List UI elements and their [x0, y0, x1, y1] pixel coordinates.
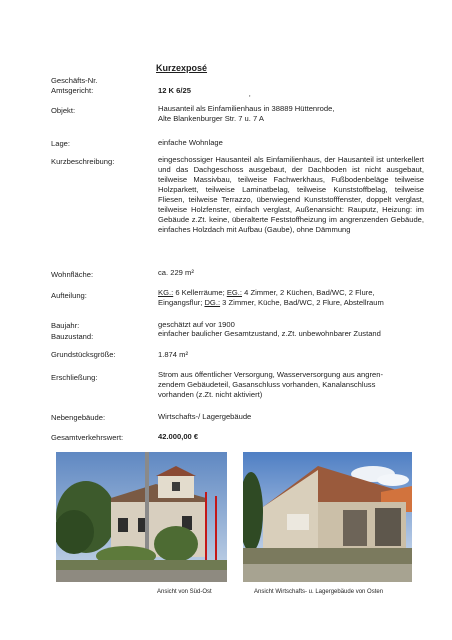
objekt-line2: Alte Blankenburger Str. 7 u. 7 A [158, 114, 264, 123]
nebengebaeude-label: Nebengebäude: [51, 413, 106, 422]
eg-text: 4 Zimmer, 2 Küchen, Bad/WC, 2 Flure, [242, 288, 375, 297]
erschliessung-label: Erschließung: [51, 373, 98, 382]
kurzbeschreibung-label: Kurzbeschreibung: [51, 157, 115, 166]
case-number: 12 K 6/25 [158, 86, 191, 95]
left-photo-caption: Ansicht von Süd-Ost [157, 589, 212, 595]
case-number-label: Geschäfts-Nr. [51, 76, 98, 85]
nebengebaeude-value: Wirtschafts-/ Lagergebäude [158, 412, 252, 421]
grundstueck-label: Grundstücksgröße: [51, 350, 116, 359]
court-label: Amtsgericht: [51, 86, 94, 95]
lage-label: Lage: [51, 139, 71, 148]
lage-value: einfache Wohnlage [158, 138, 223, 147]
barn-photo [243, 452, 412, 582]
objekt-label: Objekt: [51, 106, 76, 115]
kg-text: 6 Kellerräume; [173, 288, 227, 297]
kurzbeschreibung-value: eingeschossiger Hausanteil als Einfamilienhaus, der Hausanteil ist unterkellert und das Dachgeschoss ausgebaut, der Dachboden ist nicht ausgebaut, teilweise Massivbau, teilweise Fachwerkhaus, Fußbodenbeläge teilweise Holzparkett, teilweise Laminatbelag, teilweise Kunststoffbelag, teilweise Fliesen, teilweise Terrazzo, überwiegend Kunststofffenster, doppelt verglast, teilweise Holzfenster, einfach verglast, Außenansicht: Rauputz, Heizung: im Gebäude z.Zt. keine, überalterte Feststoffheizung im angrenzenden Gebäude, einfaches Holzdach mit Aufbau (Gaube), ohne Dämmung [158, 155, 424, 234]
page-title: Kurzexposé [156, 63, 208, 73]
verkehrswert-value: 42.000,00 € [158, 432, 199, 441]
baujahr-label: Baujahr: [51, 321, 80, 330]
dg-text: 3 Zimmer, Küche, Bad/WC, 2 Flure, Abstellraum [220, 298, 384, 307]
aufteilung-line2 [158, 298, 384, 307]
erschliessung-line2: zendem Gebäudeteil, Gasanschluss vorhanden, Kanalanschluss [158, 380, 376, 389]
baujahr-value: geschätzt auf vor 1900 [158, 320, 235, 329]
kg-key: KG.: [158, 288, 174, 297]
wohnflaeche-label: Wohnfläche: [51, 270, 94, 279]
grundstueck-value: 1.874 m² [158, 350, 188, 359]
erschliessung-line3: vorhanden (z.Zt. nicht aktiviert) [158, 390, 263, 399]
erschliessung-line1: Strom aus öffentlicher Versorgung, Wasserversorgung aus angren- [158, 370, 383, 379]
aufteilung-line1 [158, 288, 375, 297]
house-photo-illustration [56, 452, 227, 582]
eg-line2: Eingangsflur; [158, 298, 205, 307]
house-photo [56, 452, 227, 582]
objekt-line1: Hausanteil als Einfamilienhaus in 38889 Hüttenrode, [158, 104, 335, 113]
barn-photo-illustration [243, 452, 412, 582]
aufteilung-label: Aufteilung: [51, 291, 87, 300]
wohnflaeche-value: ca. 229 m² [158, 268, 194, 277]
verkehrswert-label: Gesamtverkehrswert: [51, 433, 124, 442]
bauzustand-label: Bauzustand: [51, 332, 94, 341]
right-photo-caption: Ansicht Wirtschafts- u. Lagergebäude von Osten [254, 589, 384, 595]
scan-mark: ‚ [249, 91, 251, 98]
dg-key: DG.: [204, 298, 221, 307]
eg-key: EG.: [226, 288, 243, 297]
bauzustand-value: einfacher baulicher Gesamtzustand, z.Zt. unbewohnbarer Zustand [158, 329, 381, 338]
